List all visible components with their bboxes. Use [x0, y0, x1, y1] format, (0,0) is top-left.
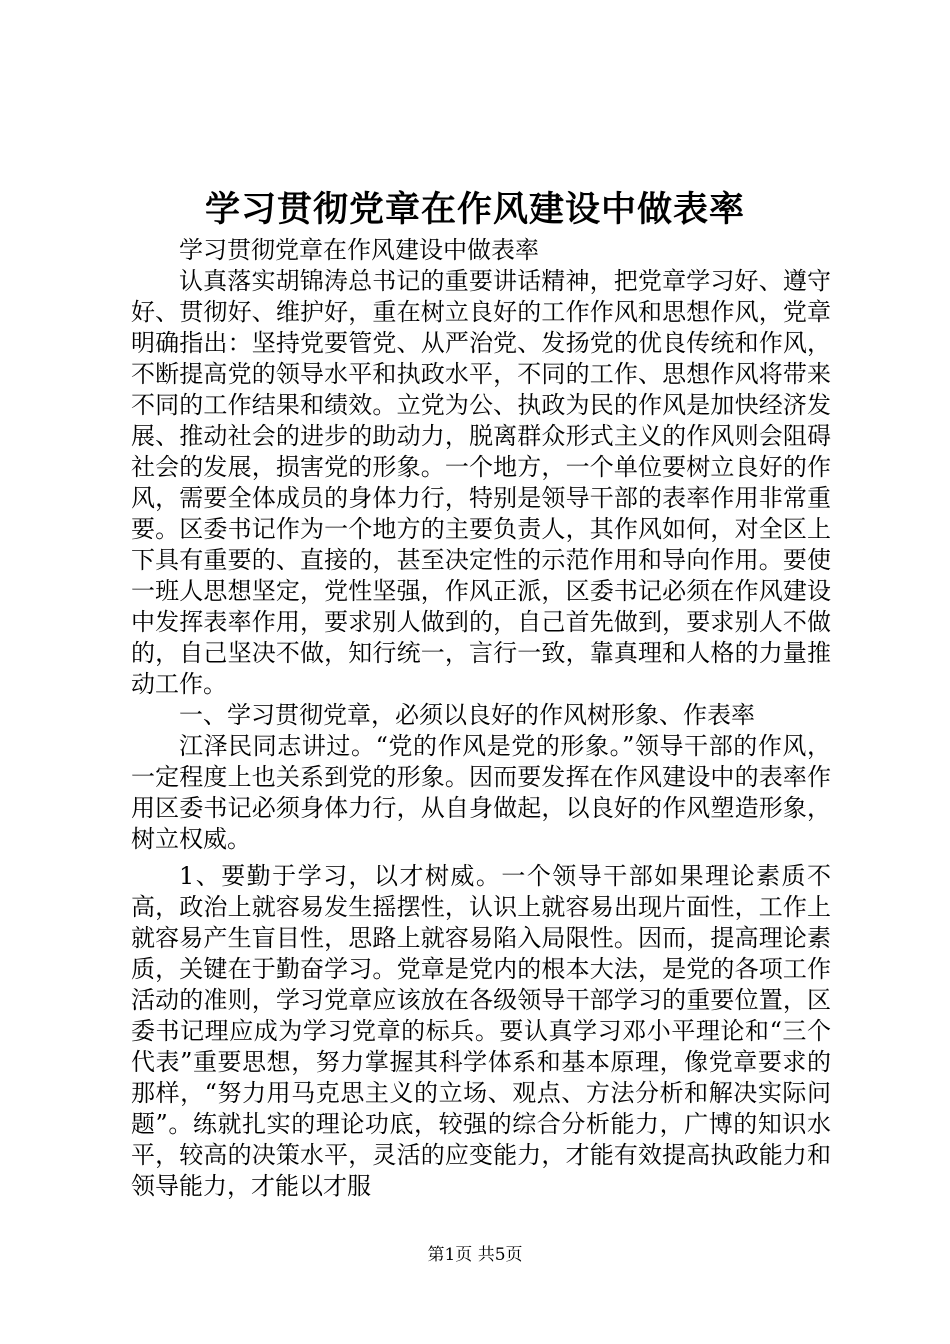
section-heading-1: 一、学习贯彻党章，必须以良好的作风树形象、作表率 — [179, 701, 755, 729]
document-body — [131, 235, 831, 1202]
document-title: 学习贯彻党章在作风建设中做表率 — [204, 189, 745, 230]
page-footer: 第1页 共5页 — [427, 1245, 523, 1265]
paragraph-subtitle: 学习贯彻党章在作风建设中做表率 — [179, 236, 539, 264]
paragraph-point-1: 1、要勤于学习，以才树威。一个领导干部如果理论素质不高，政治上就容易发生摇摆性，认识上就容易出现片面性，工作上就容易产生盲目性，思路上就容易陷入局限性。因而，提高理论素质，关键在于勤奋学习。党章是党内的根本大法，是党的各项工作活动的准则，学习党章应该放在各级领导干部学习的重要位置，区委书记理应成为学习党章的标兵。要认真学习邓小平理论和“三个代表”重要思想，努力掌握其科学体系和基本原理，像党章要求的那样，“努力用马克思主义的立场、观点、方法分析和解决实际问题”。练就扎实的理论功底，较强的综合分析能力，广博的知识水平，较高的决策水平，灵活的应变能力，才能有效提高执政能力和领导能力，才能以才服 — [131, 862, 831, 1200]
paragraph-quote: 江泽民同志讲过。“党的作风是党的形象。”领导干部的作风，一定程度上也关系到党的形象。因而要发挥在作风建设中的表率作用区委书记必须身体力行，从自身做起，以良好的作风塑造形象，树立权威。 — [131, 732, 831, 853]
paragraph-intro: 认真落实胡锦涛总书记的重要讲话精神，把党章学习好、遵守好、贯彻好、维护好，重在树立良好的工作作风和思想作风，党章明确指出：坚持党要管党、从严治党、发扬党的优良传统和作风，不断提高党的领导水平和执政水平，不同的工作、思想作风将带来不同的工作结果和绩效。立党为公、执政为民的作风是加快经济发展、推动社会的进步的助动力，脱离群众形式主义的作风则会阻碍社会的发展，损害党的形象。一个地方，一个单位要树立良好的作风，需要全体成员的身体力行，特别是领导干部的表率作用非常重要。区委书记作为一个地方的主要负责人，其作风如何，对全区上下具有重要的、直接的，甚至决定性的示范作用和导向作用。要使一班人思想坚定，党性坚强，作风正派，区委书记必须在作风建设中发挥表率作用，要求别人做到的，自己首先做到，要求别人不做的，自己坚决不做，知行统一，言行一致，靠真理和人格的力量推动工作。 — [131, 267, 831, 698]
